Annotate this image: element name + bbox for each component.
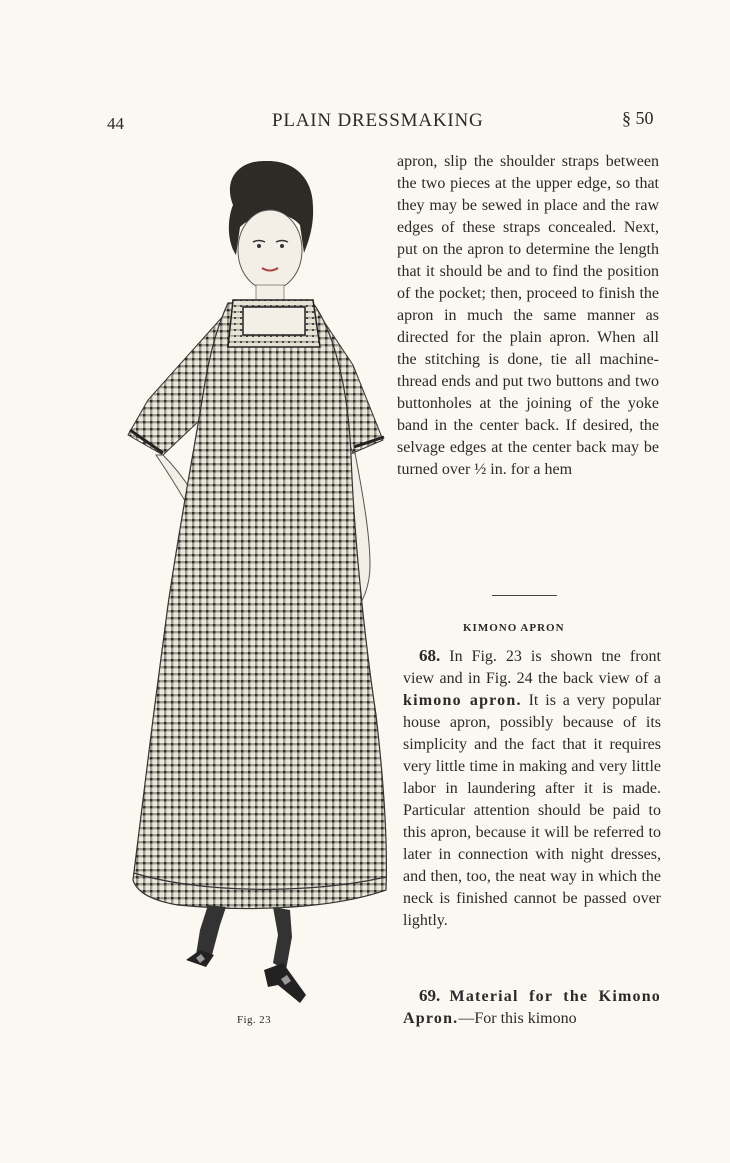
running-title: PLAIN DRESSMAKING bbox=[272, 110, 484, 131]
paragraph-68-text-b: It is a very popular house apron, possibly because of its simplicity and the fact that it requires very little time in making and very little labor in laundering after it is made. Particular attention should be paid to this apron, because it will be referred to later in connection with night dresses, and then, too, the neat way in which the neck is finished cannot be passed over lightly. bbox=[403, 692, 662, 929]
page-number: 44 bbox=[107, 114, 124, 133]
paragraph-number-68: 68. bbox=[419, 646, 441, 665]
paragraph-69 bbox=[403, 985, 661, 1030]
section-divider bbox=[492, 595, 557, 596]
kimono-apron-illustration bbox=[108, 155, 393, 1015]
kimono-apron-term: kimono apron. bbox=[403, 692, 522, 709]
figure-illustration bbox=[108, 155, 393, 1015]
section-mark: § 50 bbox=[622, 108, 654, 128]
figure-caption: Fig. 23 bbox=[237, 1014, 271, 1026]
page-header bbox=[0, 108, 730, 138]
section-subheading: KIMONO APRON bbox=[463, 622, 565, 634]
paragraph-68 bbox=[403, 645, 661, 932]
paragraph-69-text: —For this kimono bbox=[458, 1010, 577, 1027]
paragraph-69-heading: Material for the Kimono Apron. bbox=[403, 988, 661, 1027]
paragraph-number-69: 69. bbox=[419, 986, 441, 1005]
column-top-text bbox=[397, 151, 659, 481]
paragraph-68-text-a: In Fig. 23 is shown tne front view and in Fig. 24 the back view of a bbox=[403, 648, 661, 687]
paragraph-continued: apron, slip the shoulder straps between the two pieces at the upper edge, so that they may be sewed in place and the raw edges of these straps concealed. Next, put on the apron to determine the length that it should be and to find the position of the pocket; then, proceed to finish the apron in much the same manner as directed for the plain apron. When all the stitching is done, tie all machine-thread ends and put two buttons and two buttonholes at the joining of the yoke band in the center back. If desired, the selvage edges at the center back may be turned over ½ in. for a hem bbox=[397, 153, 659, 478]
